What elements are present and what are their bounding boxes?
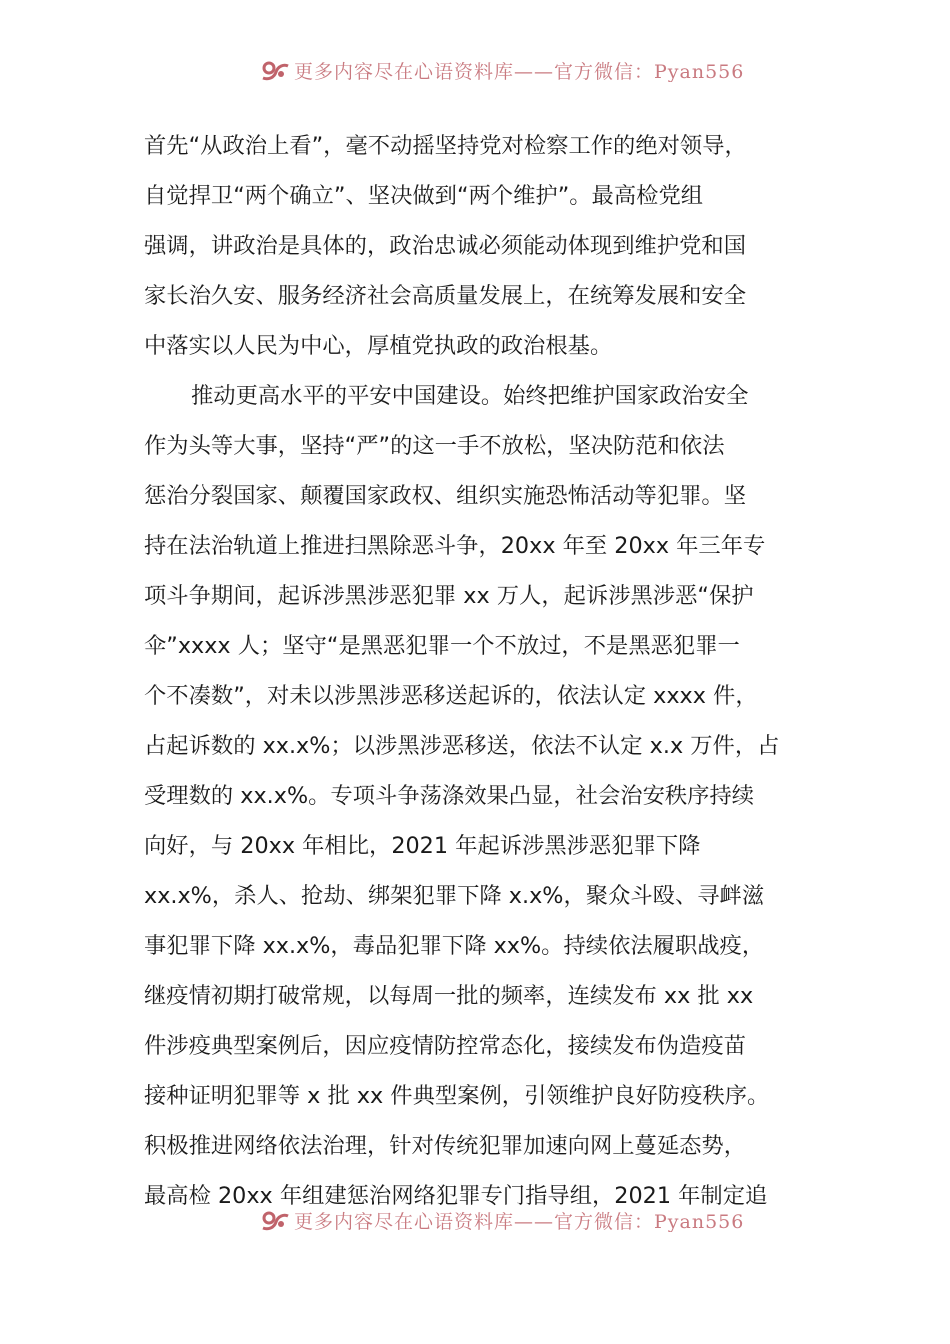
watermark-text: 更多内容尽在心语资料库——官方微信：Pyan556 [294, 1210, 745, 1232]
text-line: 受理数的 xx.x%。专项斗争荡涤效果凸显，社会治安秩序持续 [144, 783, 755, 809]
watermark-logo-icon [260, 58, 290, 82]
text-line: 自觉捍卫“两个确立”、坚决做到“两个维护”。最高检党组 [144, 183, 704, 209]
text-line: 首先“从政治上看”，毫不动摇坚持党对检察工作的绝对领导， [144, 133, 747, 159]
text-line: 最高检 20xx 年组建惩治网络犯罪专门指导组，2021 年制定追 [144, 1183, 768, 1209]
text-line: 作为头等大事，坚持“严”的这一手不放松，坚决防范和依法 [144, 433, 725, 459]
watermark-header [260, 58, 744, 82]
text-line: 接种证明犯罪等 x 批 xx 件典型案例，引领维护良好防疫秩序。 [144, 1083, 770, 1109]
text-line: 持在法治轨道上推进扫黑除恶斗争，20xx 年至 20xx 年三年专 [144, 533, 766, 559]
text-line: 占起诉数的 xx.x%；以涉黑涉恶移送，依法不认定 x.x 万件，占 [144, 733, 780, 759]
text-line: 个不凑数”，对未以涉黑涉恶移送起诉的，依法认定 xxxx 件， [144, 683, 758, 709]
text-line: 积极推进网络依法治理，针对传统犯罪加速向网上蔓延态势， [144, 1133, 747, 1159]
watermark-text: 更多内容尽在心语资料库——官方微信：Pyan556 [294, 60, 745, 82]
text-line: 件涉疫典型案例后，因应疫情防控常态化，接续发布伪造疫苗 [144, 1033, 747, 1059]
text-line: 事犯罪下降 xx.x%，毒品犯罪下降 xx%。持续依法履职战疫， [144, 933, 765, 959]
document-body [144, 121, 814, 1221]
text-line: 惩治分裂国家、颠覆国家政权、组织实施恐怖活动等犯罪。坚 [144, 483, 747, 509]
watermark-footer [260, 1208, 744, 1232]
text-line: 伞”xxxx 人；坚守“是黑恶犯罪一个不放过，不是黑恶犯罪一 [144, 633, 740, 659]
paragraph-first-line: 推动更高水平的平安中国建设。始终把维护国家政治安全 [191, 383, 749, 409]
watermark-logo-icon [260, 1208, 290, 1232]
text-line: xx.x%，杀人、抢劫、绑架犯罪下降 x.x%，聚众斗殴、寻衅滋 [144, 883, 765, 909]
text-line: 项斗争期间，起诉涉黑涉恶犯罪 xx 万人，起诉涉黑涉恶“保护 [144, 583, 754, 609]
text-line: 中落实以人民为中心，厚植党执政的政治根基。 [144, 333, 613, 359]
text-line: 继疫情初期打破常规，以每周一批的频率，连续发布 xx 批 xx [144, 983, 754, 1009]
text-line: 强调，讲政治是具体的，政治忠诚必须能动体现到维护党和国 [144, 233, 747, 259]
text-line: 向好，与 20xx 年相比，2021 年起诉涉黑涉恶犯罪下降 [144, 833, 701, 859]
text-line: 家长治久安、服务经济社会高质量发展上，在统筹发展和安全 [144, 283, 747, 309]
